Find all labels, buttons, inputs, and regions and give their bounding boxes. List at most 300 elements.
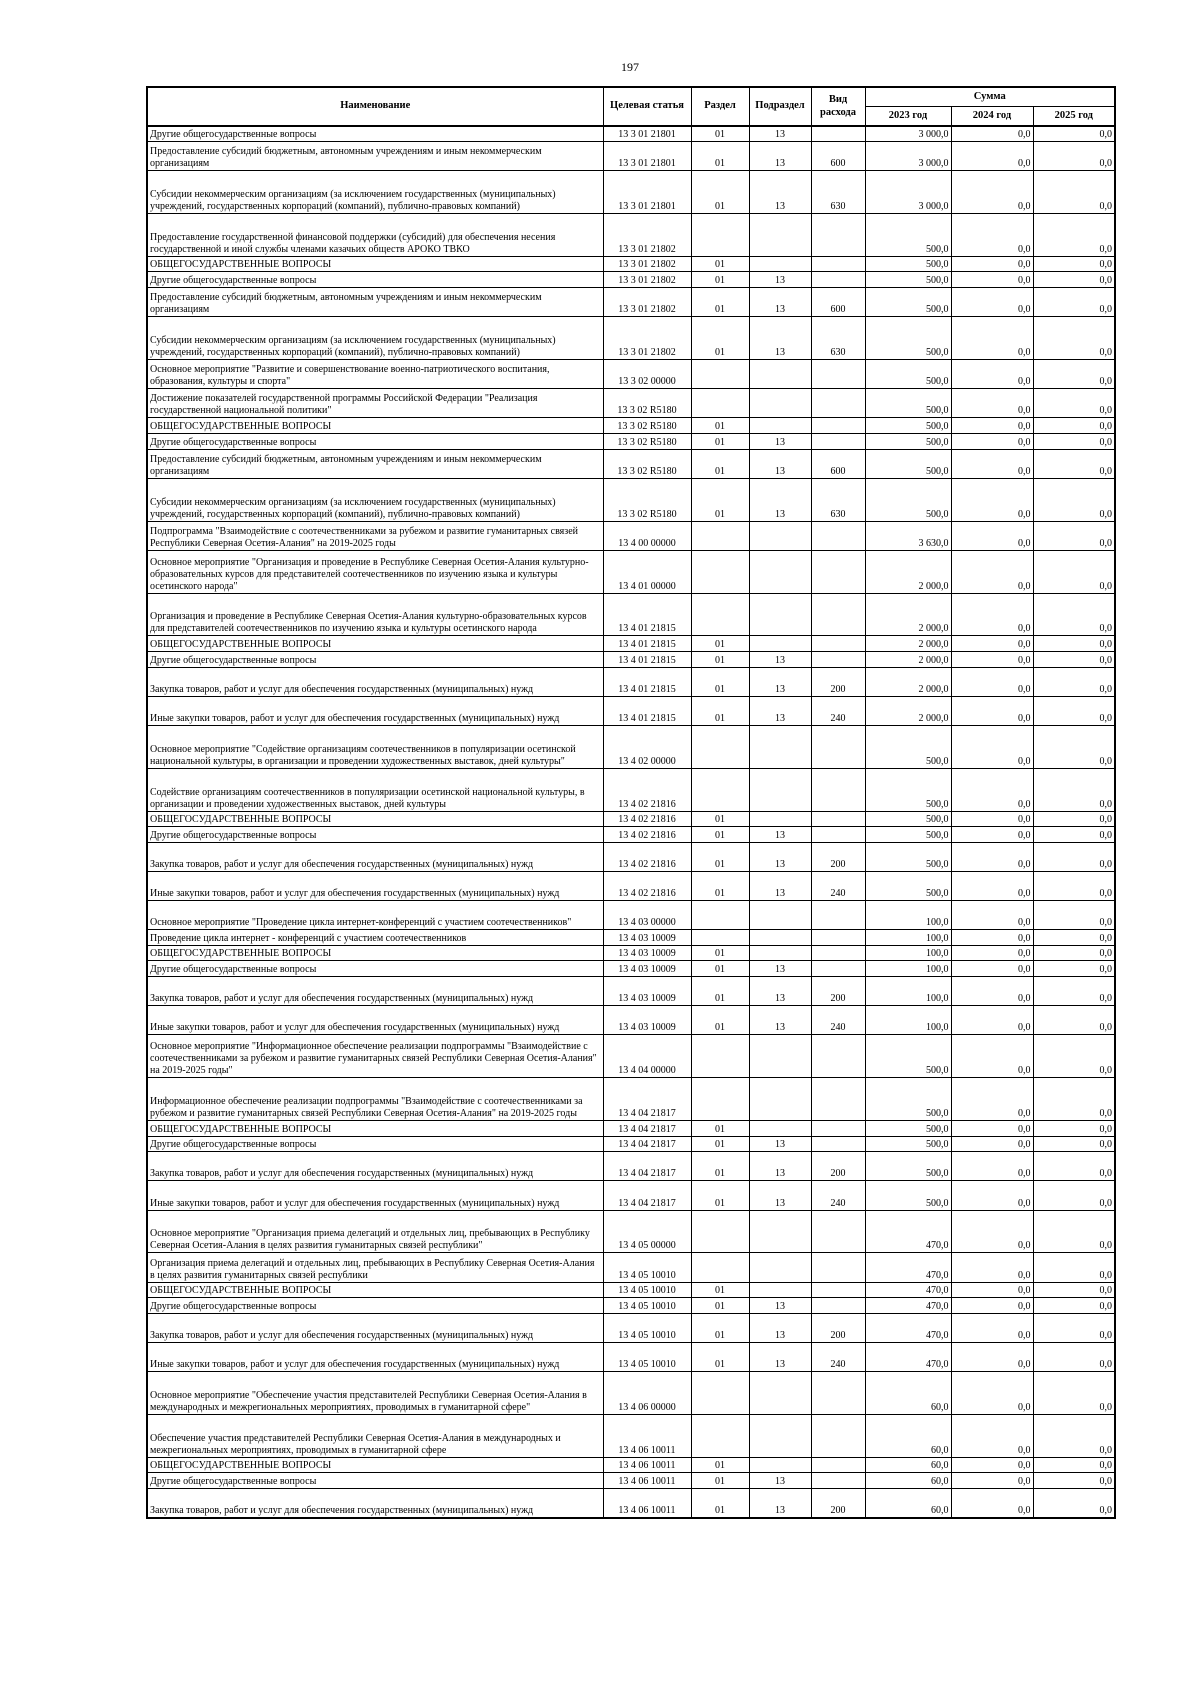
cell-sum-2024: 0,0	[951, 871, 1033, 900]
cell-subsection: 13	[749, 1473, 811, 1489]
cell-name: Субсидии некоммерческим организациям (за исключением государственных (муниципальных) учреждений, государственных корпораций (компаний), публично-правовых компаний)	[147, 171, 603, 214]
cell-subsection	[749, 768, 811, 811]
cell-section: 01	[691, 317, 749, 360]
cell-expense-type	[811, 1457, 865, 1473]
cell-sum-2025: 0,0	[1033, 667, 1115, 696]
cell-target-code: 13 4 05 10010	[603, 1253, 691, 1282]
cell-sum-2024: 0,0	[951, 449, 1033, 478]
cell-subsection	[749, 636, 811, 652]
cell-target-code: 13 3 01 21802	[603, 288, 691, 317]
cell-name: Обеспечение участия представителей Республики Северная Осетия-Алания в международных и межрегиональных мероприятиях, проводимых в гуманитарной сфере	[147, 1414, 603, 1457]
cell-sum-2024: 0,0	[951, 593, 1033, 636]
cell-target-code: 13 4 01 21815	[603, 636, 691, 652]
cell-sum-2025: 0,0	[1033, 871, 1115, 900]
cell-sum-2023: 3 000,0	[865, 126, 951, 142]
table-row	[147, 725, 1115, 768]
cell-target-code: 13 4 05 10010	[603, 1342, 691, 1371]
cell-target-code: 13 4 03 10009	[603, 945, 691, 961]
table-row	[147, 667, 1115, 696]
cell-sum-2024: 0,0	[951, 288, 1033, 317]
cell-section: 01	[691, 1121, 749, 1137]
cell-section: 01	[691, 977, 749, 1006]
table-row	[147, 593, 1115, 636]
cell-name: Другие общегосударственные вопросы	[147, 1298, 603, 1314]
cell-sum-2025: 0,0	[1033, 550, 1115, 593]
cell-expense-type	[811, 521, 865, 550]
cell-sum-2025: 0,0	[1033, 827, 1115, 843]
cell-expense-type	[811, 1372, 865, 1415]
cell-sum-2024: 0,0	[951, 142, 1033, 171]
cell-expense-type: 600	[811, 288, 865, 317]
cell-name: Основное мероприятие "Информационное обеспечение реализации подпрограммы "Взаимодействие с соотечественниками за рубежом и развитие гуманитарных связей Республики Северная Осетия-Алания" на 2019-2025 годы"	[147, 1035, 603, 1078]
cell-subsection	[749, 1210, 811, 1253]
cell-target-code: 13 4 04 21817	[603, 1136, 691, 1152]
cell-expense-type: 200	[811, 977, 865, 1006]
cell-expense-type	[811, 389, 865, 418]
cell-section	[691, 214, 749, 257]
cell-name: Основное мероприятие "Организация приема делегаций и отдельных лиц, пребывающих в Республику Северная Осетия-Алания в целях развития гуманитарных связей республики"	[147, 1210, 603, 1253]
cell-subsection	[749, 811, 811, 827]
cell-target-code: 13 4 05 10010	[603, 1298, 691, 1314]
table-row	[147, 214, 1115, 257]
cell-target-code: 13 4 04 00000	[603, 1035, 691, 1078]
cell-sum-2024: 0,0	[951, 667, 1033, 696]
cell-sum-2023: 3 000,0	[865, 142, 951, 171]
cell-sum-2024: 0,0	[951, 1253, 1033, 1282]
cell-sum-2025: 0,0	[1033, 1210, 1115, 1253]
cell-section: 01	[691, 256, 749, 272]
cell-section: 01	[691, 1136, 749, 1152]
cell-target-code: 13 3 02 R5180	[603, 478, 691, 521]
cell-section: 01	[691, 272, 749, 288]
header-subsection: Подраздел	[749, 87, 811, 126]
cell-sum-2025: 0,0	[1033, 768, 1115, 811]
header-expense-type: Вид расхода	[811, 87, 865, 126]
cell-sum-2024: 0,0	[951, 1210, 1033, 1253]
cell-sum-2024: 0,0	[951, 1457, 1033, 1473]
cell-name: Основное мероприятие "Проведение цикла интернет-конференций с участием соотечественников"	[147, 901, 603, 930]
cell-name: ОБЩЕГОСУДАРСТВЕННЫЕ ВОПРОСЫ	[147, 636, 603, 652]
cell-subsection	[749, 945, 811, 961]
cell-subsection	[749, 1414, 811, 1457]
table-row	[147, 1152, 1115, 1181]
cell-name: Другие общегосударственные вопросы	[147, 272, 603, 288]
cell-sum-2023: 2 000,0	[865, 593, 951, 636]
table-row	[147, 696, 1115, 725]
cell-sum-2025: 0,0	[1033, 449, 1115, 478]
cell-sum-2025: 0,0	[1033, 360, 1115, 389]
cell-target-code: 13 4 02 21816	[603, 811, 691, 827]
cell-subsection	[749, 1035, 811, 1078]
cell-target-code: 13 3 02 R5180	[603, 389, 691, 418]
cell-sum-2023: 100,0	[865, 1006, 951, 1035]
table-row	[147, 1136, 1115, 1152]
cell-sum-2024: 0,0	[951, 901, 1033, 930]
cell-sum-2023: 470,0	[865, 1313, 951, 1342]
table-row	[147, 171, 1115, 214]
table-row	[147, 550, 1115, 593]
cell-sum-2024: 0,0	[951, 1372, 1033, 1415]
cell-target-code: 13 3 02 R5180	[603, 449, 691, 478]
cell-sum-2024: 0,0	[951, 1136, 1033, 1152]
table-row	[147, 1006, 1115, 1035]
cell-sum-2024: 0,0	[951, 1152, 1033, 1181]
cell-sum-2023: 60,0	[865, 1372, 951, 1415]
cell-sum-2023: 2 000,0	[865, 667, 951, 696]
cell-sum-2025: 0,0	[1033, 1006, 1115, 1035]
cell-sum-2024: 0,0	[951, 1181, 1033, 1210]
cell-expense-type	[811, 811, 865, 827]
cell-sum-2023: 500,0	[865, 256, 951, 272]
cell-name: Другие общегосударственные вопросы	[147, 126, 603, 142]
cell-sum-2023: 470,0	[865, 1298, 951, 1314]
cell-target-code: 13 4 04 21817	[603, 1078, 691, 1121]
table-header	[147, 87, 1115, 126]
cell-expense-type	[811, 1414, 865, 1457]
cell-expense-type	[811, 725, 865, 768]
cell-sum-2023: 500,0	[865, 389, 951, 418]
cell-sum-2024: 0,0	[951, 389, 1033, 418]
cell-sum-2023: 470,0	[865, 1210, 951, 1253]
cell-expense-type	[811, 827, 865, 843]
cell-name: Другие общегосударственные вопросы	[147, 1136, 603, 1152]
cell-sum-2024: 0,0	[951, 550, 1033, 593]
cell-section: 01	[691, 636, 749, 652]
cell-sum-2025: 0,0	[1033, 1457, 1115, 1473]
cell-section: 01	[691, 945, 749, 961]
cell-name: ОБЩЕГОСУДАРСТВЕННЫЕ ВОПРОСЫ	[147, 1121, 603, 1137]
cell-name: Иные закупки товаров, работ и услуг для обеспечения государственных (муниципальных) нужд	[147, 1181, 603, 1210]
cell-name: Субсидии некоммерческим организациям (за исключением государственных (муниципальных) учреждений, государственных корпораций (компаний), публично-правовых компаний)	[147, 317, 603, 360]
cell-section	[691, 1210, 749, 1253]
cell-sum-2024: 0,0	[951, 636, 1033, 652]
cell-name: Достижение показателей государственной программы Российской Федерации "Реализация государственной национальной политики"	[147, 389, 603, 418]
cell-name: Содействие организациям соотечественников в популяризации осетинской национальной культуры, в организации и проведении художественных выставок, дней культуры	[147, 768, 603, 811]
cell-target-code: 13 4 03 00000	[603, 901, 691, 930]
cell-subsection	[749, 418, 811, 434]
cell-sum-2025: 0,0	[1033, 1414, 1115, 1457]
cell-sum-2024: 0,0	[951, 1473, 1033, 1489]
cell-sum-2024: 0,0	[951, 1006, 1033, 1035]
cell-sum-2025: 0,0	[1033, 434, 1115, 450]
cell-subsection: 13	[749, 478, 811, 521]
cell-sum-2024: 0,0	[951, 696, 1033, 725]
table-row	[147, 256, 1115, 272]
cell-sum-2025: 0,0	[1033, 478, 1115, 521]
cell-expense-type: 630	[811, 317, 865, 360]
cell-sum-2024: 0,0	[951, 317, 1033, 360]
cell-expense-type	[811, 930, 865, 946]
cell-target-code: 13 3 02 00000	[603, 360, 691, 389]
table-row	[147, 842, 1115, 871]
cell-name: Закупка товаров, работ и услуг для обеспечения государственных (муниципальных) нужд	[147, 977, 603, 1006]
cell-sum-2025: 0,0	[1033, 636, 1115, 652]
cell-sum-2024: 0,0	[951, 945, 1033, 961]
cell-name: Закупка товаров, работ и услуг для обеспечения государственных (муниципальных) нужд	[147, 1152, 603, 1181]
cell-name: Другие общегосударственные вопросы	[147, 1473, 603, 1489]
cell-sum-2023: 500,0	[865, 811, 951, 827]
cell-expense-type: 200	[811, 1313, 865, 1342]
header-2025: 2025 год	[1033, 107, 1115, 127]
cell-sum-2024: 0,0	[951, 1342, 1033, 1371]
cell-subsection	[749, 1457, 811, 1473]
table-row	[147, 1313, 1115, 1342]
table-row	[147, 317, 1115, 360]
table-row	[147, 901, 1115, 930]
cell-expense-type	[811, 768, 865, 811]
cell-sum-2023: 500,0	[865, 1152, 951, 1181]
cell-section: 01	[691, 1298, 749, 1314]
cell-sum-2023: 3 630,0	[865, 521, 951, 550]
cell-sum-2025: 0,0	[1033, 1372, 1115, 1415]
cell-subsection	[749, 1253, 811, 1282]
cell-section: 01	[691, 651, 749, 667]
cell-name: Другие общегосударственные вопросы	[147, 961, 603, 977]
cell-sum-2024: 0,0	[951, 171, 1033, 214]
cell-sum-2023: 500,0	[865, 360, 951, 389]
cell-section: 01	[691, 418, 749, 434]
cell-sum-2023: 500,0	[865, 214, 951, 257]
cell-expense-type	[811, 1282, 865, 1298]
cell-target-code: 13 4 01 00000	[603, 550, 691, 593]
table-row	[147, 977, 1115, 1006]
cell-sum-2023: 60,0	[865, 1414, 951, 1457]
cell-subsection	[749, 550, 811, 593]
cell-subsection: 13	[749, 434, 811, 450]
cell-sum-2024: 0,0	[951, 360, 1033, 389]
cell-subsection	[749, 593, 811, 636]
table-row	[147, 389, 1115, 418]
budget-table	[146, 86, 1116, 1519]
cell-subsection: 13	[749, 1313, 811, 1342]
cell-name: Закупка товаров, работ и услуг для обеспечения государственных (муниципальных) нужд	[147, 1488, 603, 1517]
cell-target-code: 13 3 01 21802	[603, 317, 691, 360]
header-2024: 2024 год	[951, 107, 1033, 127]
cell-sum-2023: 500,0	[865, 434, 951, 450]
cell-sum-2024: 0,0	[951, 977, 1033, 1006]
cell-sum-2024: 0,0	[951, 272, 1033, 288]
header-target: Целевая статья	[603, 87, 691, 126]
cell-subsection: 13	[749, 1006, 811, 1035]
cell-expense-type: 240	[811, 1181, 865, 1210]
cell-sum-2023: 470,0	[865, 1342, 951, 1371]
cell-target-code: 13 4 06 00000	[603, 1372, 691, 1415]
cell-name: Другие общегосударственные вопросы	[147, 434, 603, 450]
cell-section	[691, 1414, 749, 1457]
cell-expense-type	[811, 434, 865, 450]
cell-section: 01	[691, 1342, 749, 1371]
cell-sum-2024: 0,0	[951, 1078, 1033, 1121]
cell-sum-2025: 0,0	[1033, 389, 1115, 418]
cell-name: Организация и проведение в Республике Северная Осетия-Алания культурно-образовательных курсов для представителей соотечественников по изучению языка и культуры осетинского народа	[147, 593, 603, 636]
cell-section	[691, 1078, 749, 1121]
table-row	[147, 961, 1115, 977]
table-row	[147, 1282, 1115, 1298]
cell-sum-2025: 0,0	[1033, 317, 1115, 360]
cell-section	[691, 768, 749, 811]
table-row	[147, 1372, 1115, 1415]
cell-subsection: 13	[749, 1342, 811, 1371]
cell-expense-type: 240	[811, 696, 865, 725]
cell-section: 01	[691, 1473, 749, 1489]
table-row	[147, 945, 1115, 961]
cell-name: Проведение цикла интернет - конференций с участием соотечественников	[147, 930, 603, 946]
cell-sum-2023: 500,0	[865, 1136, 951, 1152]
cell-target-code: 13 4 03 10009	[603, 1006, 691, 1035]
cell-sum-2025: 0,0	[1033, 977, 1115, 1006]
cell-subsection	[749, 1121, 811, 1137]
cell-sum-2024: 0,0	[951, 1414, 1033, 1457]
cell-subsection: 13	[749, 842, 811, 871]
cell-section: 01	[691, 434, 749, 450]
cell-expense-type	[811, 901, 865, 930]
cell-section: 01	[691, 961, 749, 977]
cell-expense-type	[811, 651, 865, 667]
cell-section: 01	[691, 871, 749, 900]
table-row	[147, 1488, 1115, 1517]
cell-subsection	[749, 214, 811, 257]
cell-name: ОБЩЕГОСУДАРСТВЕННЫЕ ВОПРОСЫ	[147, 256, 603, 272]
cell-sum-2023: 500,0	[865, 1121, 951, 1137]
table-row	[147, 142, 1115, 171]
cell-target-code: 13 4 03 10009	[603, 977, 691, 1006]
cell-sum-2025: 0,0	[1033, 214, 1115, 257]
table-row	[147, 478, 1115, 521]
cell-section	[691, 1253, 749, 1282]
cell-sum-2025: 0,0	[1033, 945, 1115, 961]
cell-sum-2025: 0,0	[1033, 1488, 1115, 1517]
cell-expense-type	[811, 1035, 865, 1078]
cell-name: ОБЩЕГОСУДАРСТВЕННЫЕ ВОПРОСЫ	[147, 945, 603, 961]
cell-section	[691, 1035, 749, 1078]
cell-sum-2025: 0,0	[1033, 725, 1115, 768]
cell-target-code: 13 4 01 21815	[603, 593, 691, 636]
cell-expense-type	[811, 214, 865, 257]
table-row	[147, 1210, 1115, 1253]
cell-sum-2025: 0,0	[1033, 418, 1115, 434]
cell-sum-2025: 0,0	[1033, 811, 1115, 827]
cell-sum-2024: 0,0	[951, 811, 1033, 827]
cell-sum-2025: 0,0	[1033, 1253, 1115, 1282]
cell-name: Предоставление субсидий бюджетным, автономным учреждениям и иным некоммерческим организациям	[147, 288, 603, 317]
cell-section	[691, 725, 749, 768]
cell-subsection	[749, 521, 811, 550]
cell-sum-2023: 500,0	[865, 871, 951, 900]
table-row	[147, 434, 1115, 450]
cell-sum-2024: 0,0	[951, 256, 1033, 272]
cell-target-code: 13 4 04 21817	[603, 1181, 691, 1210]
cell-target-code: 13 4 02 00000	[603, 725, 691, 768]
header-2023: 2023 год	[865, 107, 951, 127]
cell-section: 01	[691, 1457, 749, 1473]
cell-section: 01	[691, 126, 749, 142]
cell-target-code: 13 3 01 21801	[603, 171, 691, 214]
cell-subsection: 13	[749, 827, 811, 843]
cell-sum-2023: 100,0	[865, 945, 951, 961]
cell-subsection: 13	[749, 288, 811, 317]
table-row	[147, 449, 1115, 478]
cell-section: 01	[691, 696, 749, 725]
cell-sum-2024: 0,0	[951, 214, 1033, 257]
cell-sum-2025: 0,0	[1033, 1078, 1115, 1121]
cell-expense-type: 240	[811, 871, 865, 900]
cell-target-code: 13 4 02 21816	[603, 768, 691, 811]
cell-sum-2024: 0,0	[951, 434, 1033, 450]
cell-target-code: 13 3 02 R5180	[603, 418, 691, 434]
cell-sum-2023: 500,0	[865, 478, 951, 521]
table-row	[147, 288, 1115, 317]
cell-expense-type	[811, 360, 865, 389]
cell-sum-2023: 2 000,0	[865, 550, 951, 593]
cell-sum-2024: 0,0	[951, 1488, 1033, 1517]
cell-expense-type	[811, 1136, 865, 1152]
cell-target-code: 13 4 00 00000	[603, 521, 691, 550]
cell-expense-type: 200	[811, 1488, 865, 1517]
cell-sum-2025: 0,0	[1033, 142, 1115, 171]
cell-expense-type	[811, 1210, 865, 1253]
cell-subsection	[749, 1078, 811, 1121]
cell-expense-type: 240	[811, 1006, 865, 1035]
cell-name: Организация приема делегаций и отдельных лиц, пребывающих в Республику Северная Осетия-Алания в целях развития гуманитарных связей республики	[147, 1253, 603, 1282]
cell-name: Предоставление субсидий бюджетным, автономным учреждениям и иным некоммерческим организациям	[147, 449, 603, 478]
cell-subsection: 13	[749, 1298, 811, 1314]
cell-sum-2025: 0,0	[1033, 1473, 1115, 1489]
cell-expense-type	[811, 126, 865, 142]
cell-name: Иные закупки товаров, работ и услуг для обеспечения государственных (муниципальных) нужд	[147, 696, 603, 725]
cell-target-code: 13 4 06 10011	[603, 1473, 691, 1489]
cell-sum-2023: 500,0	[865, 418, 951, 434]
cell-section	[691, 389, 749, 418]
cell-section: 01	[691, 842, 749, 871]
cell-sum-2025: 0,0	[1033, 521, 1115, 550]
table-row	[147, 871, 1115, 900]
cell-sum-2025: 0,0	[1033, 256, 1115, 272]
cell-sum-2023: 470,0	[865, 1253, 951, 1282]
table-row	[147, 1414, 1115, 1457]
cell-sum-2023: 100,0	[865, 901, 951, 930]
cell-sum-2023: 500,0	[865, 449, 951, 478]
cell-section	[691, 550, 749, 593]
cell-expense-type: 200	[811, 842, 865, 871]
cell-name: Предоставление государственной финансовой поддержки (субсидий) для обеспечения несения государственной и иной службы членами казачьих обществ АРОКО ТВКО	[147, 214, 603, 257]
table-row	[147, 930, 1115, 946]
cell-section	[691, 930, 749, 946]
table-row	[147, 1121, 1115, 1137]
cell-target-code: 13 3 01 21801	[603, 126, 691, 142]
cell-subsection: 13	[749, 272, 811, 288]
cell-name: ОБЩЕГОСУДАРСТВЕННЫЕ ВОПРОСЫ	[147, 1282, 603, 1298]
cell-sum-2023: 100,0	[865, 961, 951, 977]
header-name: Наименование	[147, 87, 603, 126]
cell-sum-2024: 0,0	[951, 1282, 1033, 1298]
cell-expense-type	[811, 256, 865, 272]
cell-subsection: 13	[749, 1152, 811, 1181]
cell-sum-2025: 0,0	[1033, 126, 1115, 142]
cell-section: 01	[691, 1006, 749, 1035]
cell-section: 01	[691, 449, 749, 478]
cell-expense-type	[811, 1078, 865, 1121]
cell-section: 01	[691, 1488, 749, 1517]
cell-sum-2025: 0,0	[1033, 930, 1115, 946]
table-row	[147, 1298, 1115, 1314]
cell-target-code: 13 4 02 21816	[603, 827, 691, 843]
cell-subsection	[749, 1282, 811, 1298]
table-row	[147, 1473, 1115, 1489]
cell-name: ОБЩЕГОСУДАРСТВЕННЫЕ ВОПРОСЫ	[147, 811, 603, 827]
cell-name: Иные закупки товаров, работ и услуг для обеспечения государственных (муниципальных) нужд	[147, 1342, 603, 1371]
cell-sum-2024: 0,0	[951, 1313, 1033, 1342]
table-row	[147, 126, 1115, 142]
